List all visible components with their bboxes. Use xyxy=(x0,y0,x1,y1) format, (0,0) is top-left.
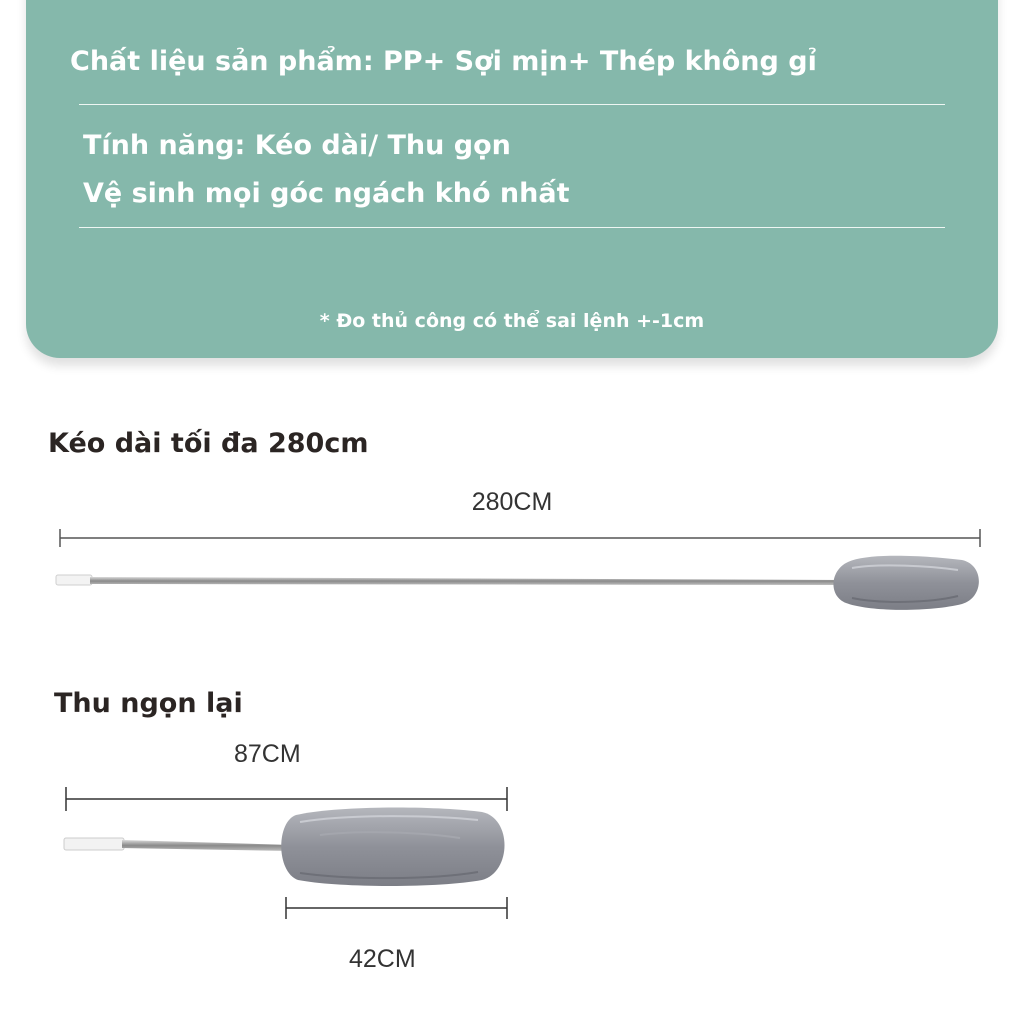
measurement-note: * Đo thủ công có thể sai lệnh +-1cm xyxy=(319,310,705,332)
extended-heading: Kéo dài tối đa 280cm xyxy=(48,428,369,459)
material-text: Chất liệu sản phẩm: PP+ Sợi mịn+ Thép không gỉ xyxy=(70,46,817,77)
head-dimension-line xyxy=(286,897,507,919)
retracted-dimension-line xyxy=(66,787,507,811)
cleaning-text: Vệ sinh mọi góc ngách khó nhất xyxy=(83,178,570,209)
feature-text: Tính năng: Kéo dài/ Thu gọn xyxy=(83,130,511,161)
retracted-duster-icon xyxy=(64,807,505,886)
extended-dimension-line xyxy=(60,529,980,547)
retracted-length-label: 87CM xyxy=(234,740,301,768)
retracted-heading: Thu ngọn lại xyxy=(54,688,243,719)
extended-length-label: 280CM xyxy=(471,488,553,516)
extended-duster-icon xyxy=(56,556,979,610)
head-length-label: 42CM xyxy=(349,945,416,973)
